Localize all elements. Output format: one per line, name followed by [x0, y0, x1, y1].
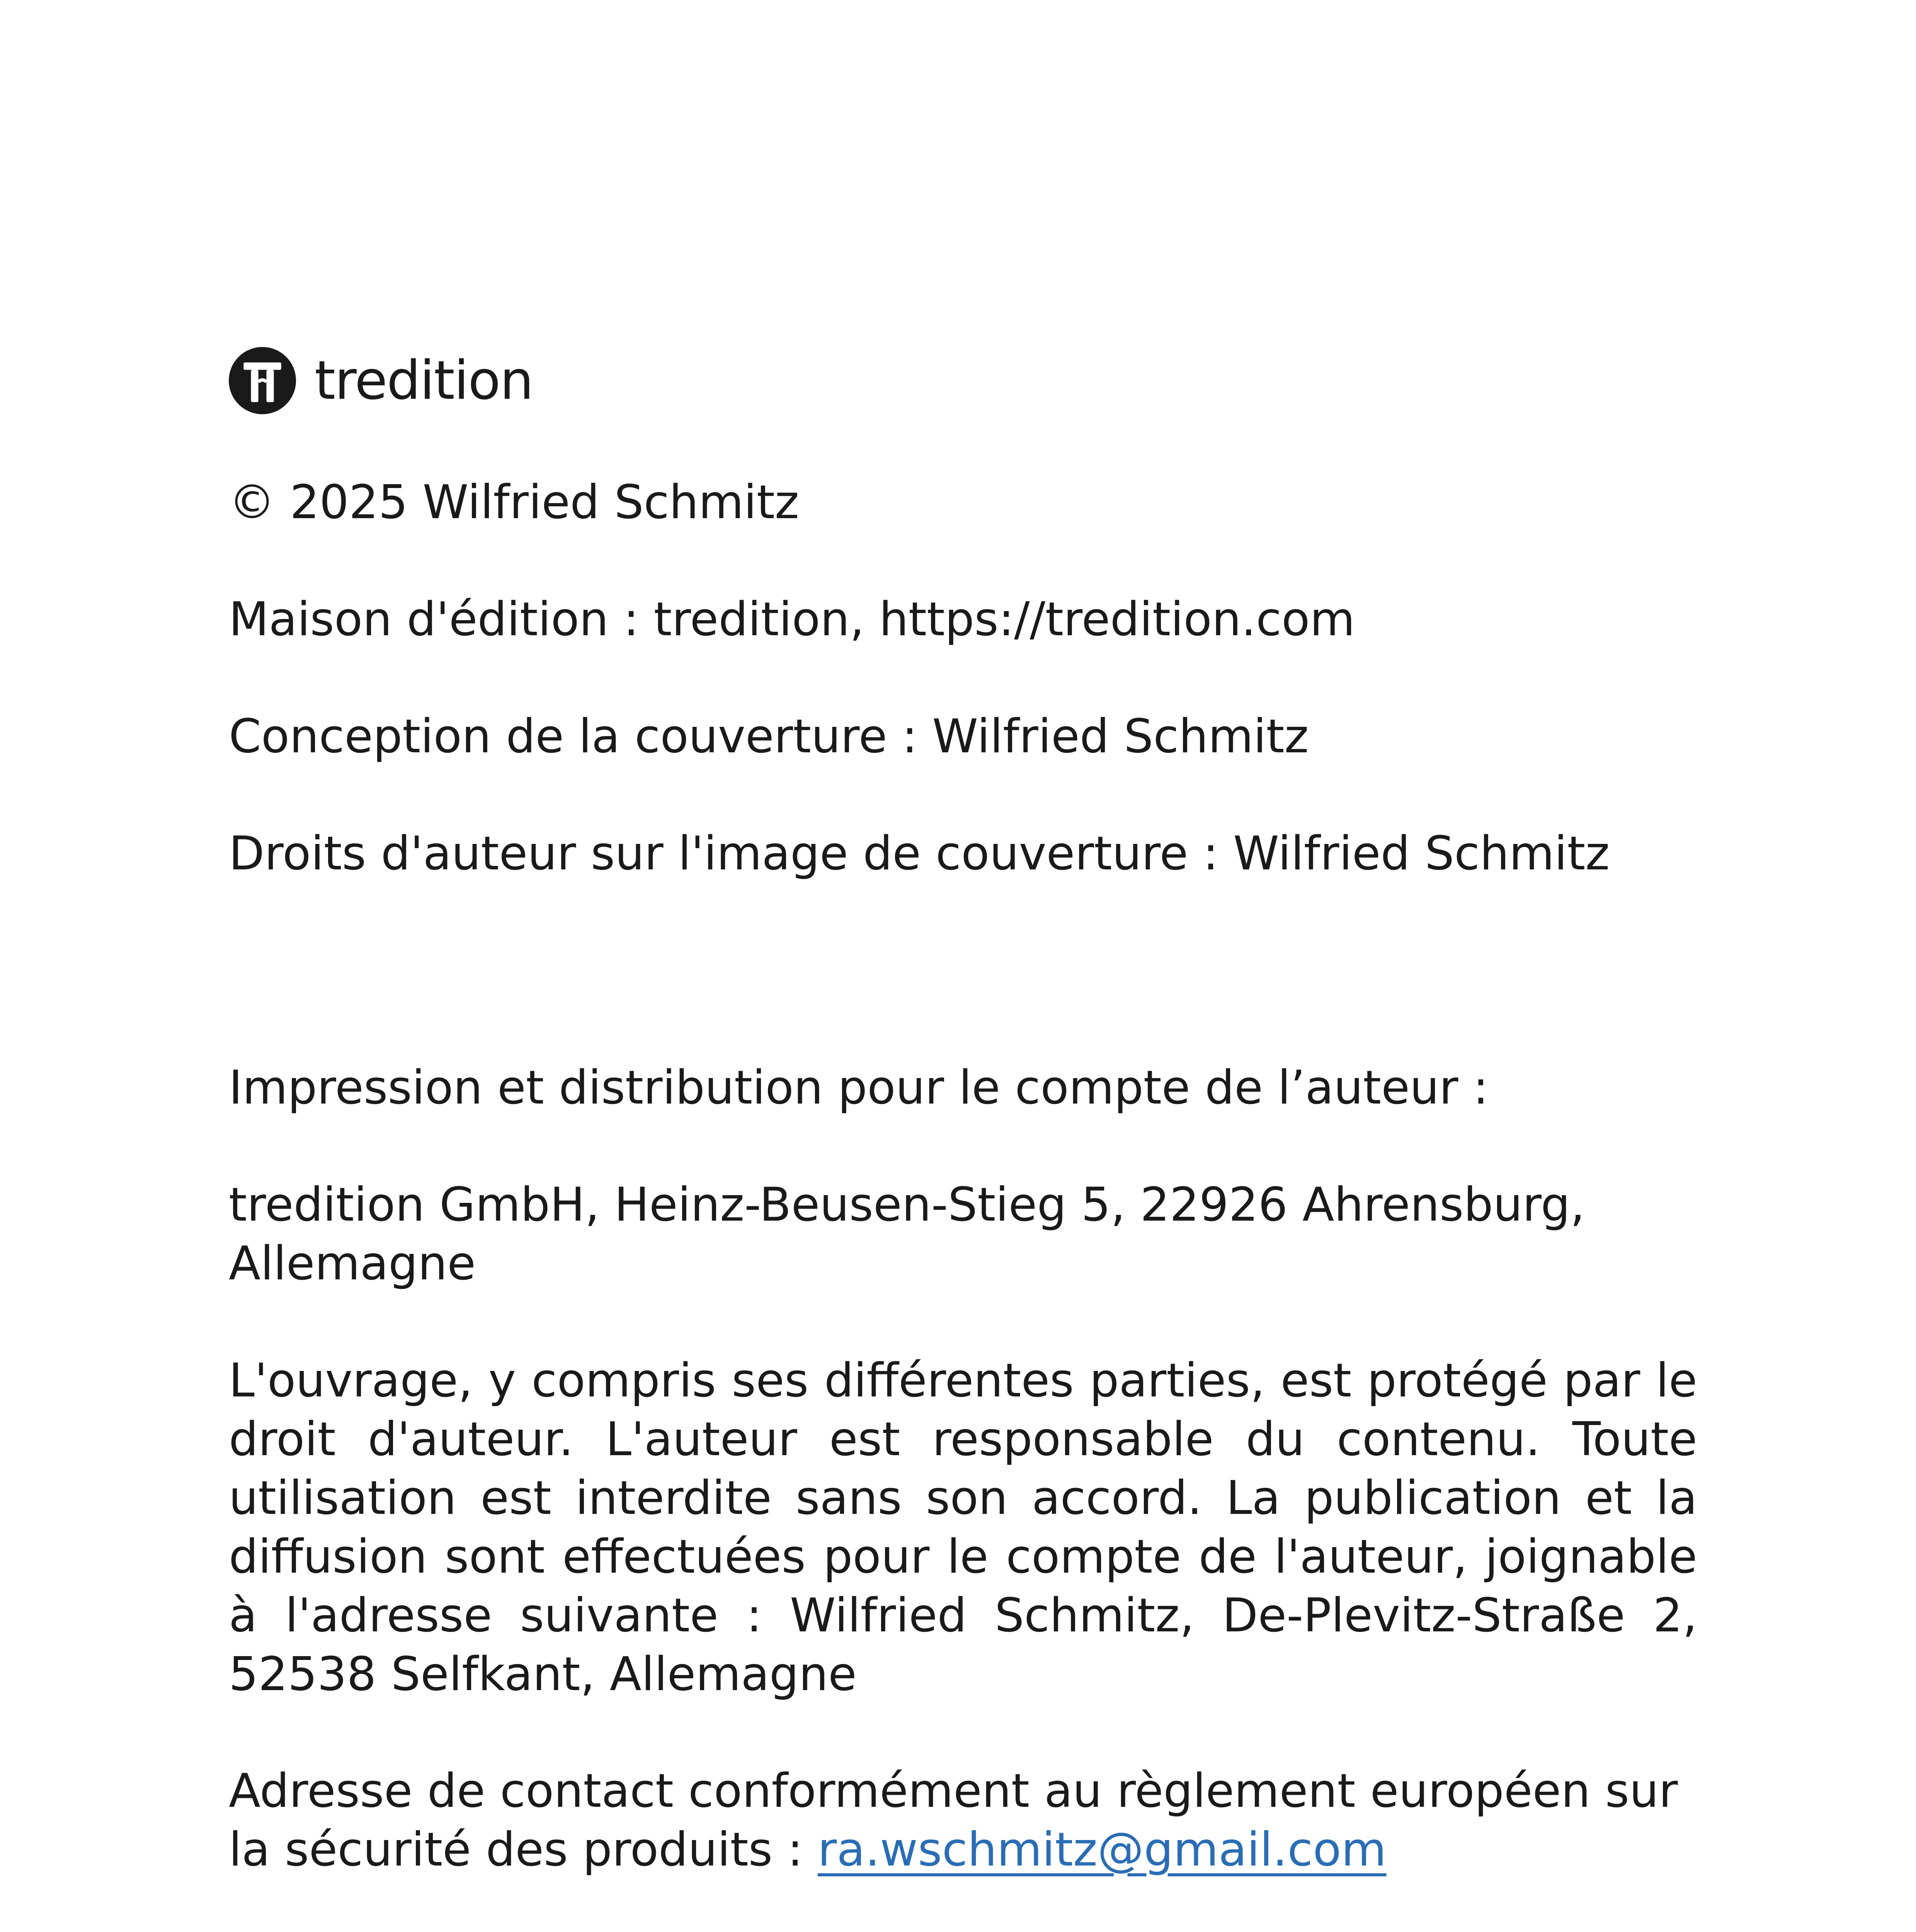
publisher-logo — [229, 346, 533, 415]
contact-paragraph — [229, 1762, 1690, 1879]
cover-image-rights-line: Droits d'auteur sur l'image de couverture : Wilfried Schmitz — [229, 827, 1610, 881]
contact-email-link[interactable]: ra.wschmitz@gmail.com — [817, 1823, 1387, 1877]
cover-design-line: Conception de la couverture : Wilfried Schmitz — [229, 710, 1309, 764]
publisher-logo-wordmark: tredition — [315, 349, 533, 412]
tredition-logo-icon — [229, 347, 296, 414]
publisher-line: Maison d'édition : tredition, https://tredition.com — [229, 593, 1355, 646]
printing-address: tredition GmbH, Heinz-Beusen-Stieg 5, 22926 Ahrensburg, Allemagne — [229, 1178, 1585, 1291]
printing-heading: Impression et distribution pour le compte de l’auteur : — [229, 1061, 1489, 1115]
copyright-line: © 2025 Wilfried Schmitz — [229, 476, 799, 529]
contact-paragraph-text: Adresse de contact conformément au règlement européen sur la sécurité des produits : — [229, 1764, 1678, 1877]
rights-paragraph: L'ouvrage, y compris ses différentes parties, est protégé par le droit d'auteur. L'auteur est responsable du contenu. Toute utilisation est interdite sans son accord. La publication et la diffusion sont effectuées pour le compte de l'auteur, joignable à l'adresse suivante : Wilfried Schmitz, De-Plevitz-Straße 2, 52538 Selfkant, Allemagne — [229, 1354, 1697, 1701]
